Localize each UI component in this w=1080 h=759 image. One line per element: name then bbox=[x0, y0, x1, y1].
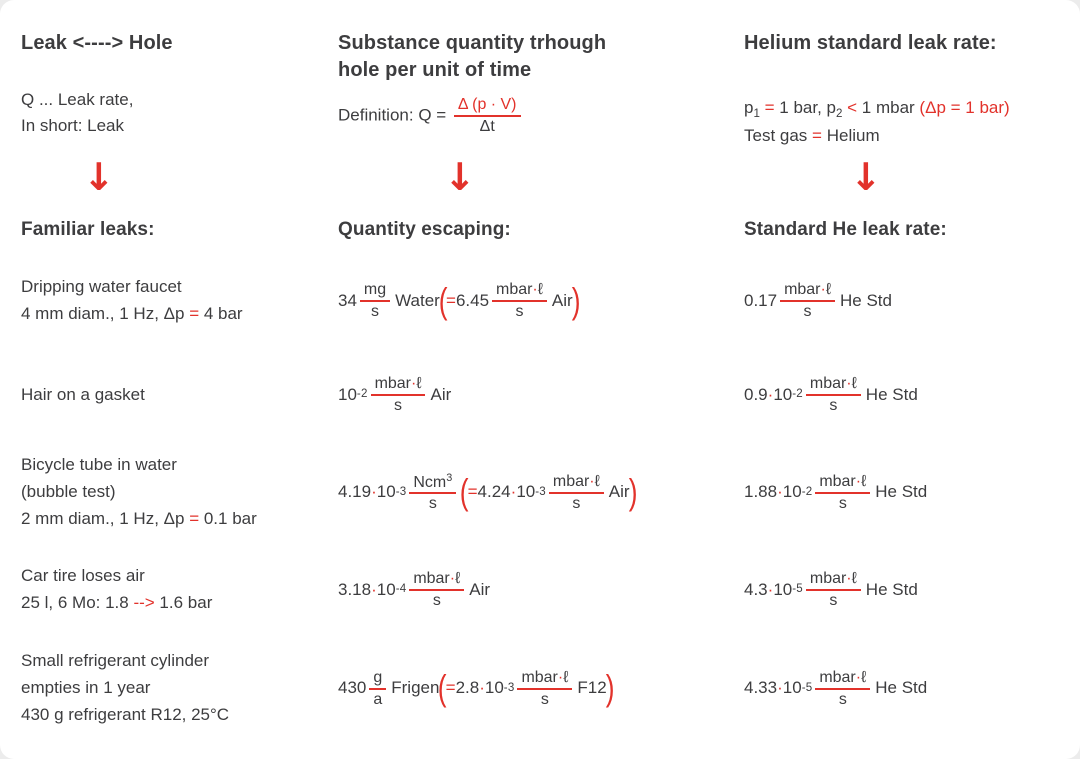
leak-example-refrigerant-cylinder: Small refrigerant cylinder empties in 1 year 430 g refrigerant R12, 25°C bbox=[21, 651, 230, 724]
leak-example-dripping-faucet: Dripping water faucet 4 mm diam., 1 Hz, Δp = 4 bar bbox=[21, 277, 243, 323]
down-arrow-icon: ↓ bbox=[850, 155, 882, 199]
he-std-value-hair-gasket: 0.9 · 10 -2 $\frac{\text{mbar·ℓ}}{s}$ He Std bbox=[744, 375, 918, 414]
quantity-value-car-tire: 3.18 · 10 -4 $\frac{\text{mbar·ℓ}}{s}$ Air bbox=[338, 570, 491, 609]
column-subtitle-leak: Q ... Leak rate, In short: Leak bbox=[21, 90, 134, 136]
quantity-value-refrigerant-cylinder: 430 $\frac{g}{a}$ Frigen ( = 2.8 · 10 -3 $\frac{\text{mbar·ℓ}}{s}$ F12 ) bbox=[338, 667, 615, 709]
down-arrow-left bbox=[21, 152, 338, 202]
down-arrow-middle bbox=[338, 152, 744, 202]
quantity-value-bicycle-tube: 4.19 · 10 -3 $\frac{Ncm^3}{s}$ ( = 4.24 · 10 -3 $\frac{\text{mbar·ℓ}}{s}$ Air ) bbox=[338, 471, 638, 513]
he-std-value-bicycle-tube: 1.88 · 10 -2 $\frac{\text{mbar·ℓ}}{s}$ He Std bbox=[744, 472, 928, 512]
leak-example-car-tire: Car tire loses air 25 l, 6 Mo: 1.8 --> 1.6 bar bbox=[21, 566, 213, 612]
section-header-quantity-escaping: Quantity escaping: bbox=[338, 218, 511, 240]
column-title-leak: Leak <----> Hole bbox=[21, 32, 173, 54]
quantity-value-dripping-faucet: 34 $\frac{mg}{s}$ Water ( = 6.45 $\frac{\text{mbar·ℓ}}{s}$ Air ) bbox=[338, 279, 581, 321]
column-header-helium bbox=[744, 22, 1070, 152]
section-header-familiar-leaks: Familiar leaks: bbox=[21, 218, 155, 240]
quantity-value-hair-gasket: 10 -2 $\frac{\text{mbar·ℓ}}{s}$ Air bbox=[338, 375, 452, 414]
down-arrow-right bbox=[744, 152, 1070, 202]
leak-example-hair-gasket: Hair on a gasket bbox=[21, 384, 145, 404]
column-header-leak bbox=[21, 22, 338, 152]
he-std-value-dripping-faucet: 0.17 $\frac{\text{mbar·ℓ}}{s}$ He Std bbox=[744, 281, 892, 320]
helium-conditions: $p_1 = 1$ bar, $p_2 < 1$ mbar (Δp = 1 bar) Test gas = Helium bbox=[744, 98, 1010, 146]
column-header-quantity bbox=[338, 22, 744, 152]
down-arrow-icon: ↓ bbox=[444, 155, 476, 199]
he-std-value-refrigerant-cylinder: 4.33 · 10 -5 $\frac{\text{mbar·ℓ}}{s}$ He Std bbox=[744, 668, 928, 708]
column-title-quantity: Substance quantity trhough hole per unit of time bbox=[338, 32, 607, 81]
down-arrow-icon: ↓ bbox=[83, 155, 115, 199]
section-header-standard-he-leak-rate: Standard He leak rate: bbox=[744, 218, 947, 240]
column-title-helium: Helium standard leak rate: bbox=[744, 32, 997, 54]
definition-formula: Definition: Q = $\frac{\Delta (p \cdot V)}{\Delta t}$ bbox=[338, 96, 744, 136]
he-std-value-car-tire: 4.3 · 10 -5 $\frac{\text{mbar·ℓ}}{s}$ He Std bbox=[744, 570, 918, 609]
leak-example-bicycle-tube: Bicycle tube in water (bubble test) 2 mm diam., 1 Hz, Δp = 0.1 bar bbox=[21, 455, 257, 528]
